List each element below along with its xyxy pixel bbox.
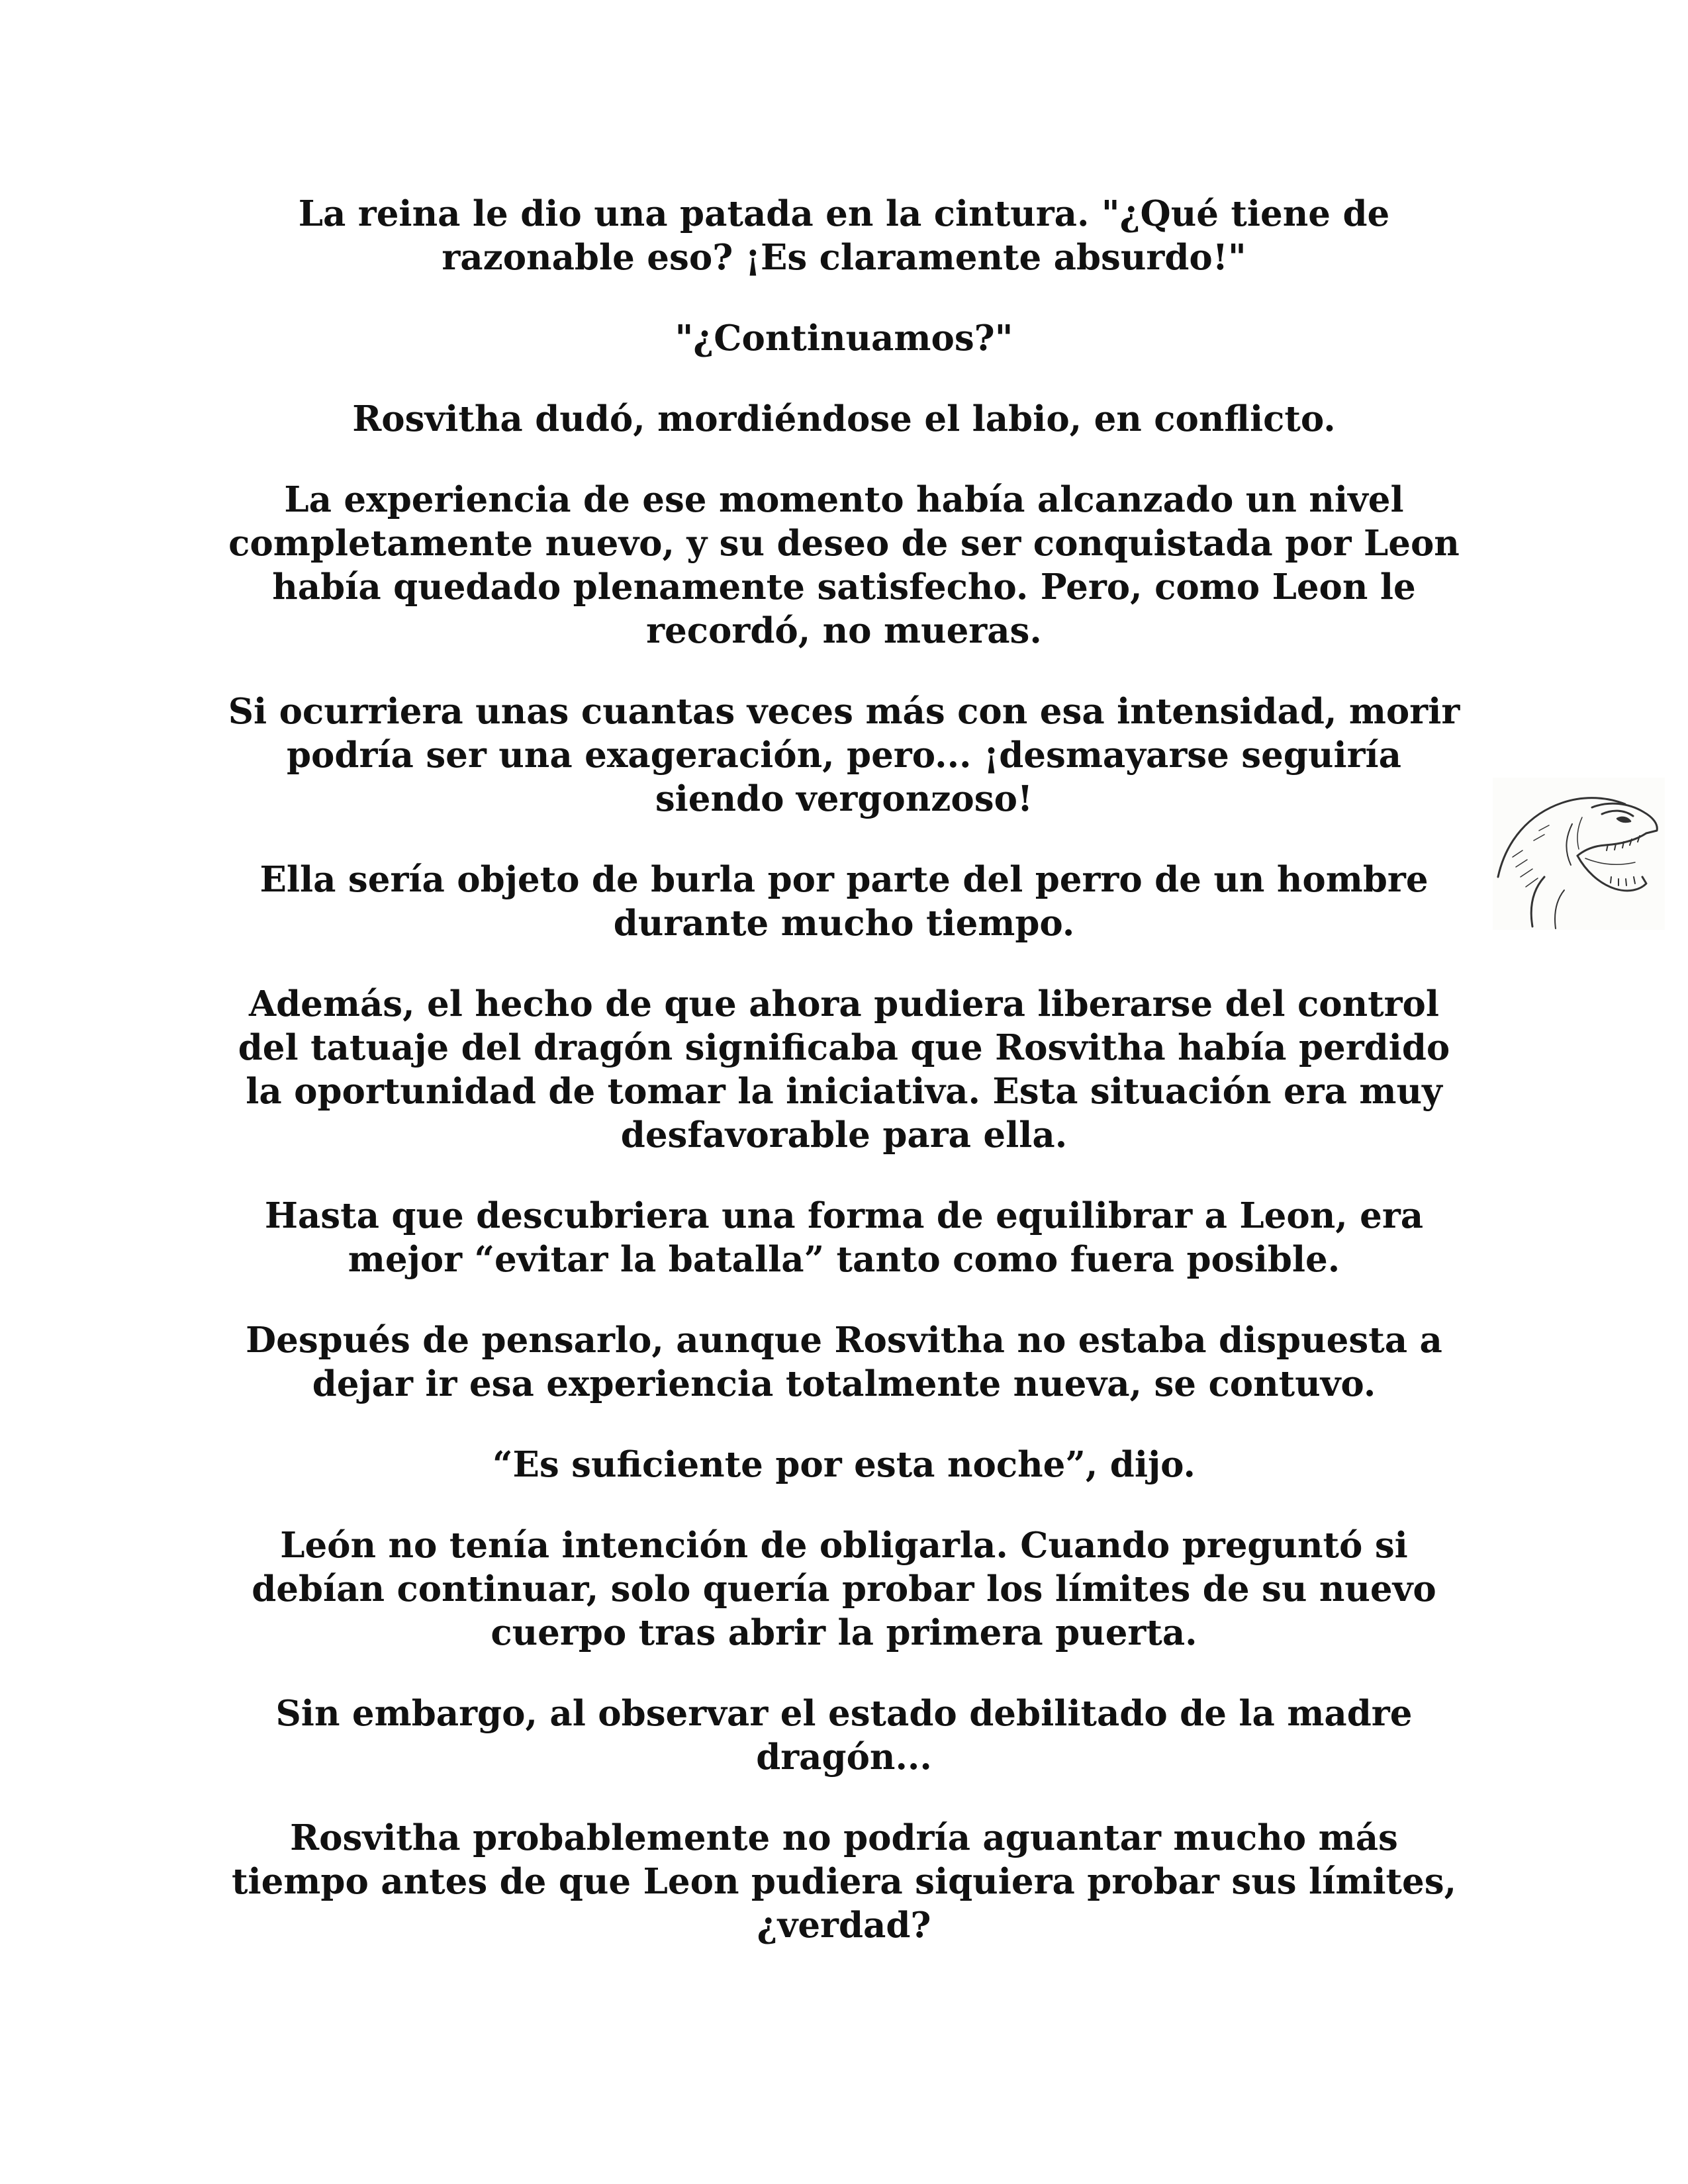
paragraph: Ella sería objeto de burla por parte del perro de un hombre durante mucho tiempo.	[259, 859, 1429, 944]
paragraph: “Es suficiente por esta noche”, dijo.	[492, 1444, 1196, 1485]
paragraph: Rosvitha dudó, mordiéndose el labio, en conflicto.	[352, 398, 1336, 439]
paragraph: La reina le dio una patada en la cintura. "¿Qué tiene de razonable eso? ¡Es claramente absurdo!"	[298, 193, 1390, 278]
dragon-head-sketch-icon	[1493, 778, 1665, 930]
paragraph: Además, el hecho de que ahora pudiera liberarse del control del tatuaje del dragón significaba que Rosvitha había perdido la oportunidad de tomar la iniciativa. Esta situación era muy desfavorable para ella.	[238, 983, 1450, 1156]
paragraph: Rosvitha probablemente no podría aguantar mucho más tiempo antes de que Leon pudiera siquiera probar sus límites, ¿verdad?	[231, 1817, 1457, 1946]
paragraph: La experiencia de ese momento había alcanzado un nivel completamente nuevo, y su deseo de ser conquistada por Leon había quedado plenamente satisfecho. Pero, como Leon le recordó, no mueras.	[228, 479, 1460, 651]
paragraph: Hasta que descubriera una forma de equilibrar a Leon, era mejor “evitar la batalla” tanto como fuera posible.	[264, 1195, 1424, 1280]
paragraph: León no tenía intención de obligarla. Cuando preguntó si debían continuar, solo quería probar los límites de su nuevo cuerpo tras abrir la primera puerta.	[252, 1525, 1436, 1653]
document-body	[225, 192, 1463, 1984]
paragraph: Sin embargo, al observar el estado debilitado de la madre dragón...	[275, 1693, 1413, 1778]
paragraph: "¿Continuamos?"	[675, 318, 1013, 359]
paragraph: Después de pensarlo, aunque Rosvitha no estaba dispuesta a dejar ir esa experiencia totalmente nueva, se contuvo.	[246, 1320, 1442, 1404]
paragraph: Si ocurriera unas cuantas veces más con esa intensidad, morir podría ser una exageración, pero... ¡desmayarse seguiría siendo vergonzoso!	[228, 691, 1460, 819]
